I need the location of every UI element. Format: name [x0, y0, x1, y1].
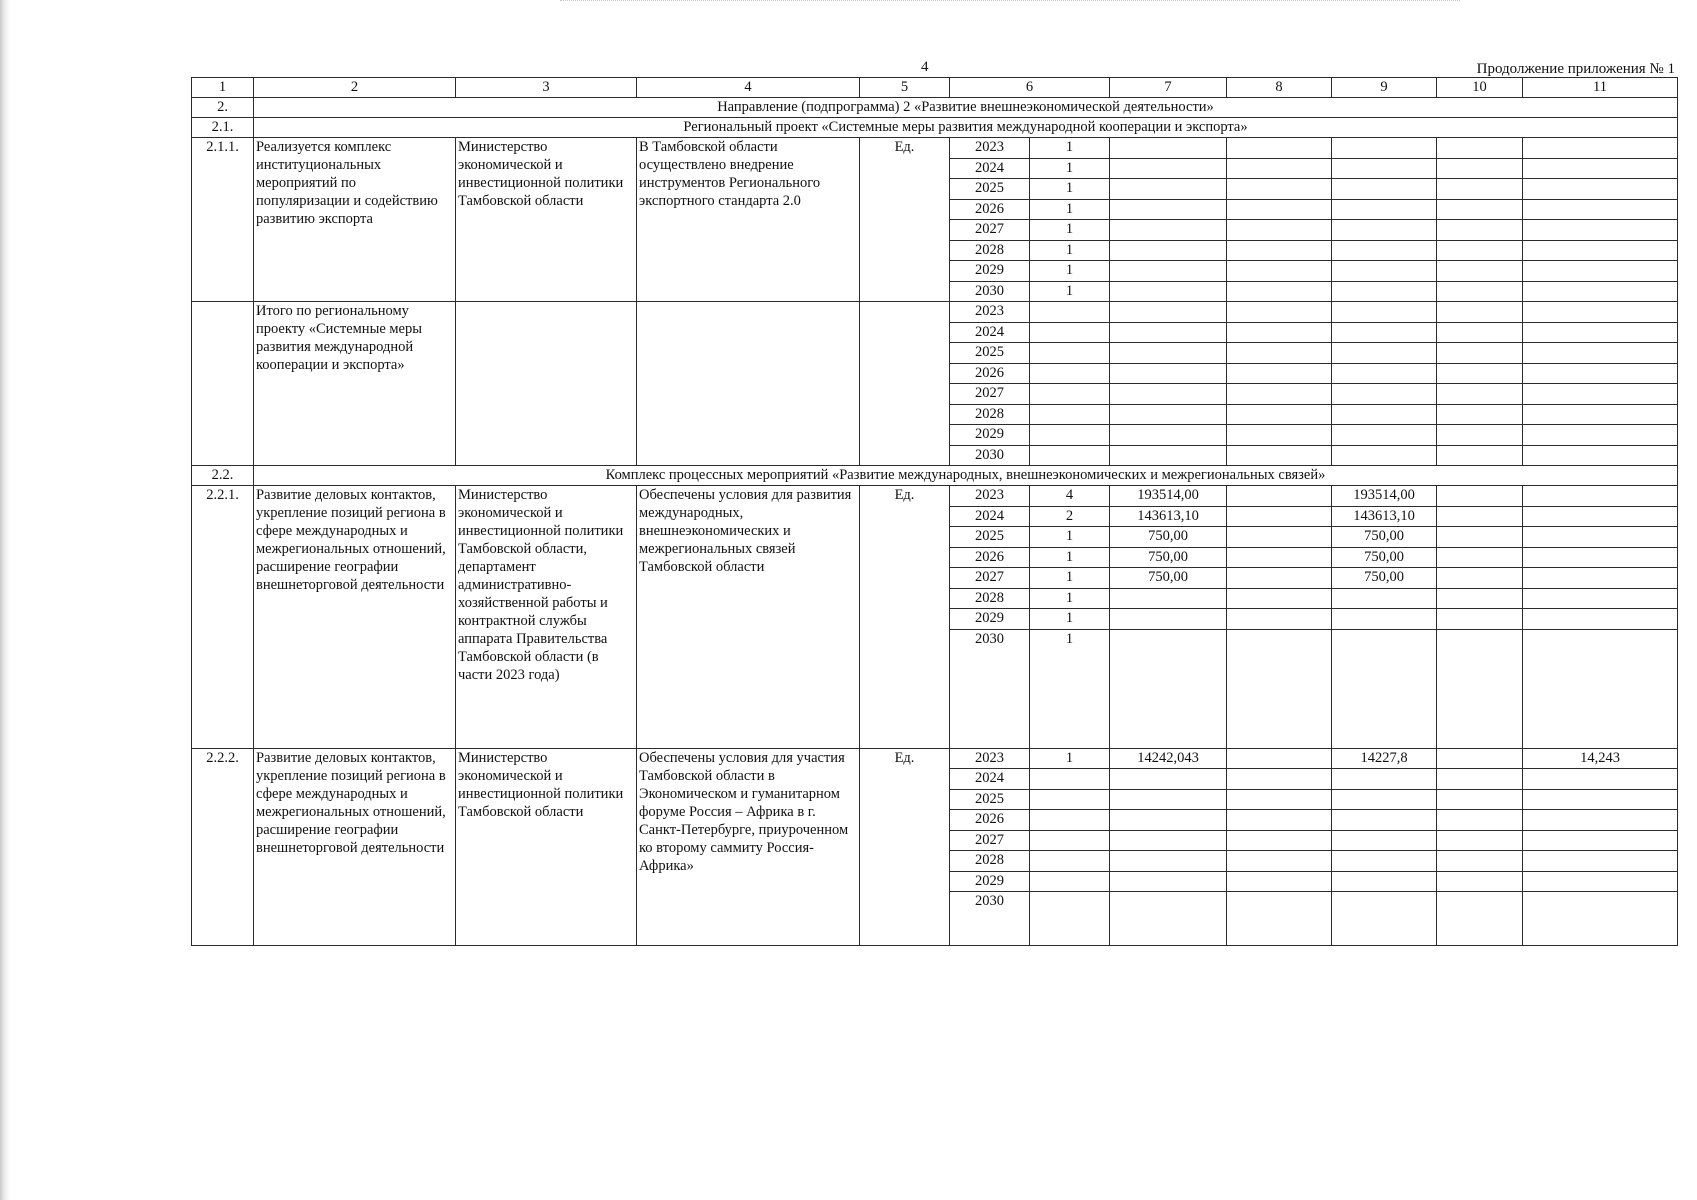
col-header-3: 3	[456, 78, 637, 98]
col-header-6: 6	[950, 78, 1110, 98]
value-cell: 1	[1030, 158, 1110, 179]
item-result: Обеспечены условия для участия Тамбовской области в Экономическом и гуманитарном форуме Россия – Африка в г. Санкт-Петербурге, приуроченном ко второму саммиту Россия-Африка»	[637, 748, 860, 946]
item-name: Реализуется комплекс институциональных мероприятий по популяризации и содействию развитию экспорта	[254, 138, 456, 302]
col-header-11: 11	[1523, 78, 1678, 98]
value-cell: 4	[1030, 486, 1110, 507]
year-cell: 2027	[950, 384, 1030, 405]
scan-edge	[0, 0, 10, 1200]
section-row	[192, 98, 1678, 118]
year-cell: 2024	[950, 322, 1030, 343]
year-cell: 2029	[950, 261, 1030, 282]
year-cell: 2028	[950, 240, 1030, 261]
value-cell: 1	[1030, 588, 1110, 609]
amount-cell: 750,00	[1332, 547, 1437, 568]
value-cell: 1	[1030, 179, 1110, 200]
item-name: Развитие деловых контактов, укрепление позиций региона в сфере международных и межрегиональных отношений, расширение географии внешнеторговой деятельности	[254, 748, 456, 946]
section-title: Направление (подпрограмма) 2 «Развитие внешнеэкономической деятельности»	[254, 98, 1678, 118]
year-cell: 2028	[950, 588, 1030, 609]
value-cell: 1	[1030, 609, 1110, 630]
section-title: Региональный проект «Системные меры развития международной кооперации и экспорта»	[254, 118, 1678, 138]
year-cell: 2023	[950, 486, 1030, 507]
year-cell: 2023	[950, 748, 1030, 769]
scan-top-artifact	[560, 0, 1460, 4]
year-cell: 2026	[950, 547, 1030, 568]
value-cell: 1	[1030, 527, 1110, 548]
table-row	[192, 302, 1678, 323]
item-result: В Тамбовской области осуществлено внедрение инструментов Регионального экспортного стандарта 2.0	[637, 138, 860, 302]
amount-cell: 14,243	[1523, 748, 1678, 769]
year-cell: 2027	[950, 830, 1030, 851]
year-cell: 2025	[950, 527, 1030, 548]
amount-cell: 143613,10	[1332, 506, 1437, 527]
item-code: 2.1.1.	[192, 138, 254, 302]
amount-cell: 14242,043	[1110, 748, 1227, 769]
amount-cell: 193514,00	[1110, 486, 1227, 507]
year-cell: 2026	[950, 810, 1030, 831]
value-cell: 1	[1030, 240, 1110, 261]
year-cell: 2029	[950, 425, 1030, 446]
item-unit: Ед.	[860, 486, 950, 749]
appendix-table	[191, 77, 1678, 946]
section-code: 2.	[192, 98, 254, 118]
year-cell: 2030	[950, 281, 1030, 302]
col-header-4: 4	[637, 78, 860, 98]
amount-cell: 750,00	[1110, 547, 1227, 568]
year-cell: 2025	[950, 789, 1030, 810]
year-cell: 2024	[950, 769, 1030, 790]
item-unit: Ед.	[860, 138, 950, 302]
year-cell: 2028	[950, 404, 1030, 425]
year-cell: 2028	[950, 851, 1030, 872]
value-cell: 1	[1030, 281, 1110, 302]
column-header-row	[192, 78, 1678, 98]
amount-cell: 750,00	[1332, 568, 1437, 589]
year-cell: 2023	[950, 138, 1030, 159]
value-cell: 1	[1030, 199, 1110, 220]
value-cell: 1	[1030, 547, 1110, 568]
table-row	[192, 486, 1678, 507]
year-cell: 2030	[950, 445, 1030, 466]
total-code	[192, 302, 254, 466]
year-cell: 2026	[950, 199, 1030, 220]
col-header-10: 10	[1437, 78, 1523, 98]
year-cell: 2024	[950, 158, 1030, 179]
amount-cell: 750,00	[1110, 568, 1227, 589]
amount-cell: 750,00	[1332, 527, 1437, 548]
year-cell: 2026	[950, 363, 1030, 384]
year-cell: 2025	[950, 343, 1030, 364]
value-cell: 1	[1030, 629, 1110, 748]
item-executor: Министерство экономической и инвестиционной политики Тамбовской области	[456, 138, 637, 302]
amount-cell: 14227,8	[1332, 748, 1437, 769]
col-header-7: 7	[1110, 78, 1227, 98]
page-number: 4	[921, 59, 929, 75]
year-cell: 2027	[950, 220, 1030, 241]
continuation-label: Продолжение приложения № 1	[1476, 61, 1675, 77]
value-cell: 1	[1030, 220, 1110, 241]
value-cell: 1	[1030, 748, 1110, 769]
item-executor: Министерство экономической и инвестиционной политики Тамбовской области, департамент административно-хозяйственной работы и контрактной службы аппарата Правительства Тамбовской области (в части 2023 года)	[456, 486, 637, 749]
year-cell: 2023	[950, 302, 1030, 323]
col-header-8: 8	[1227, 78, 1332, 98]
item-result: Обеспечены условия для развития международных, внешнеэкономических и межрегиональных связей Тамбовской области	[637, 486, 860, 749]
table-row	[192, 138, 1678, 159]
section-row	[192, 118, 1678, 138]
col-header-1: 1	[192, 78, 254, 98]
col-header-5: 5	[860, 78, 950, 98]
value-cell: 1	[1030, 261, 1110, 282]
section-code: 2.1.	[192, 118, 254, 138]
col-header-9: 9	[1332, 78, 1437, 98]
col-header-2: 2	[254, 78, 456, 98]
year-cell: 2027	[950, 568, 1030, 589]
table-row	[192, 748, 1678, 769]
item-code: 2.2.2.	[192, 748, 254, 946]
amount-cell: 143613,10	[1110, 506, 1227, 527]
amount-cell: 193514,00	[1332, 486, 1437, 507]
year-cell: 2030	[950, 629, 1030, 748]
item-unit: Ед.	[860, 748, 950, 946]
year-cell: 2025	[950, 179, 1030, 200]
value-cell: 2	[1030, 506, 1110, 527]
year-cell: 2030	[950, 892, 1030, 946]
section-row	[192, 466, 1678, 486]
year-cell: 2024	[950, 506, 1030, 527]
year-cell: 2029	[950, 609, 1030, 630]
year-cell: 2029	[950, 871, 1030, 892]
total-name: Итого по региональному проекту «Системные меры развития международной кооперации и экспорта»	[254, 302, 456, 466]
item-code: 2.2.1.	[192, 486, 254, 749]
section-code: 2.2.	[192, 466, 254, 486]
item-executor: Министерство экономической и инвестиционной политики Тамбовской области	[456, 748, 637, 946]
section-title: Комплекс процессных мероприятий «Развитие международных, внешнеэкономических и межрегиональных связей»	[254, 466, 1678, 486]
item-name: Развитие деловых контактов, укрепление позиций региона в сфере международных и межрегиональных отношений, расширение географии внешнеторговой деятельности	[254, 486, 456, 749]
amount-cell: 750,00	[1110, 527, 1227, 548]
value-cell: 1	[1030, 568, 1110, 589]
value-cell: 1	[1030, 138, 1110, 159]
